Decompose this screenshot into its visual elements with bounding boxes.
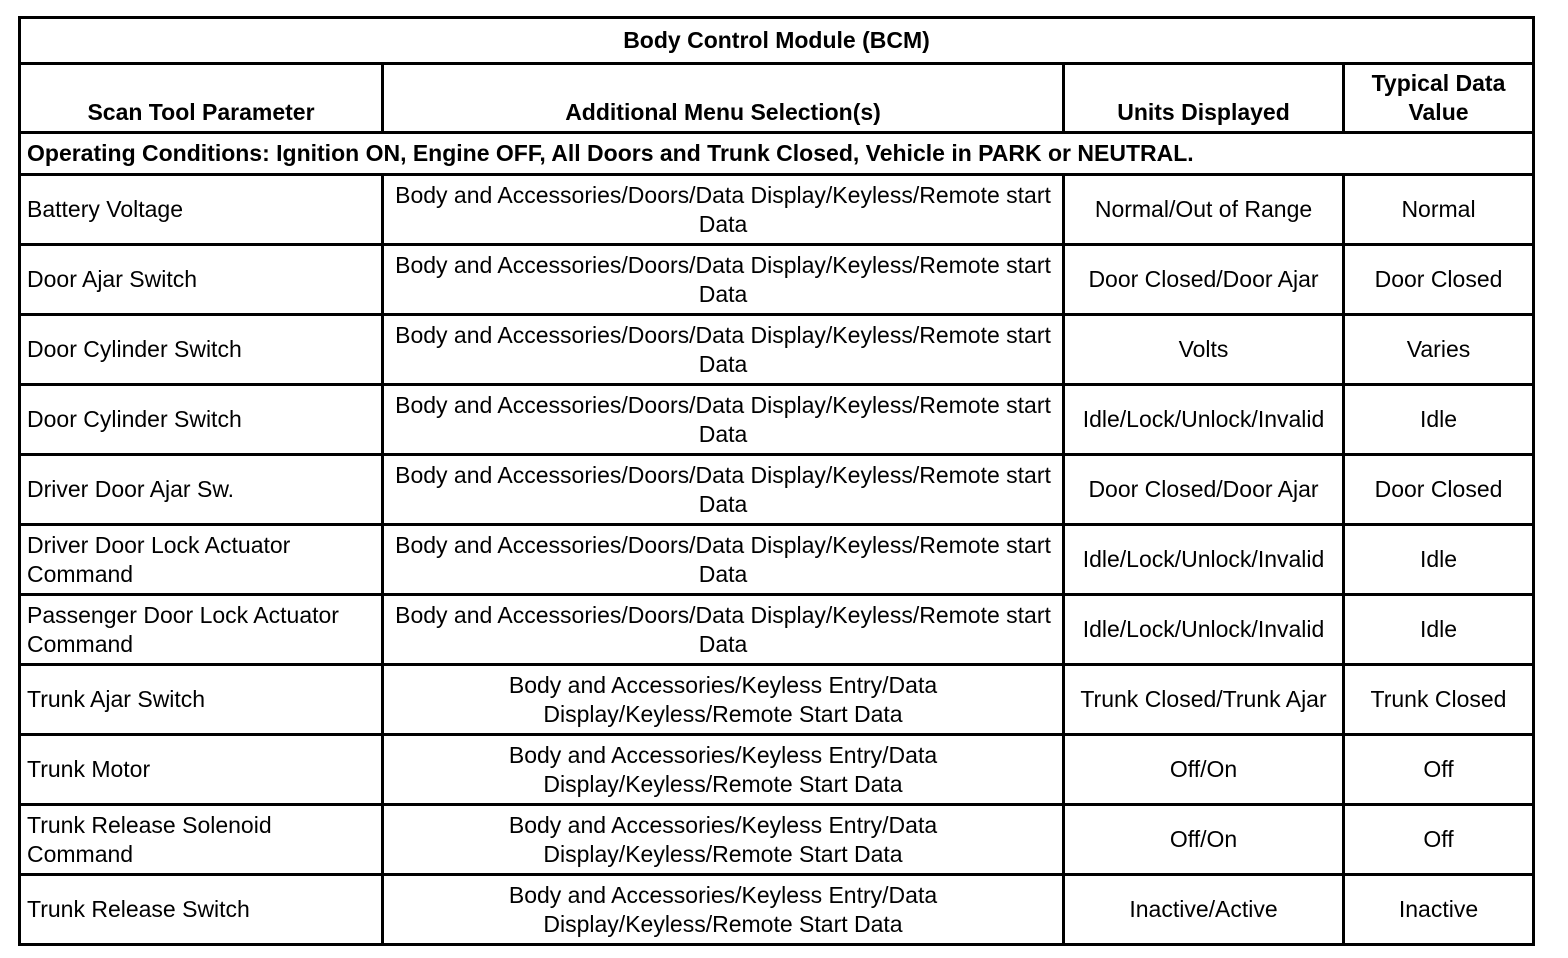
cell-menu-selection: Body and Accessories/Keyless Entry/Data Display/Keyless/Remote Start Data xyxy=(383,665,1064,735)
cell-typical-value: Idle xyxy=(1344,595,1534,665)
cell-menu-selection: Body and Accessories/Doors/Data Display/Keyless/Remote start Data xyxy=(383,175,1064,245)
cell-typical-value: Varies xyxy=(1344,315,1534,385)
cell-menu-selection: Body and Accessories/Doors/Data Display/Keyless/Remote start Data xyxy=(383,385,1064,455)
cell-units-displayed: Door Closed/Door Ajar xyxy=(1064,245,1344,315)
header-scan-tool-parameter: Scan Tool Parameter xyxy=(20,64,383,133)
cell-menu-selection: Body and Accessories/Doors/Data Display/Keyless/Remote start Data xyxy=(383,525,1064,595)
cell-typical-value: Idle xyxy=(1344,385,1534,455)
cell-typical-value: Normal xyxy=(1344,175,1534,245)
cell-parameter: Trunk Release Switch xyxy=(20,875,383,945)
cell-units-displayed: Off/On xyxy=(1064,735,1344,805)
table-row xyxy=(20,735,1534,805)
cell-parameter: Trunk Release Solenoid Command xyxy=(20,805,383,875)
cell-typical-value: Door Closed xyxy=(1344,455,1534,525)
table-title: Body Control Module (BCM) xyxy=(20,18,1534,64)
table-row xyxy=(20,385,1534,455)
cell-parameter: Trunk Motor xyxy=(20,735,383,805)
cell-parameter: Passenger Door Lock Actuator Command xyxy=(20,595,383,665)
cell-parameter: Door Cylinder Switch xyxy=(20,315,383,385)
header-typical-data-value: Typical Data Value xyxy=(1344,64,1534,133)
cell-parameter: Driver Door Ajar Sw. xyxy=(20,455,383,525)
cell-typical-value: Door Closed xyxy=(1344,245,1534,315)
bcm-data-table xyxy=(18,16,1535,946)
cell-menu-selection: Body and Accessories/Doors/Data Display/Keyless/Remote start Data xyxy=(383,245,1064,315)
cell-parameter: Door Ajar Switch xyxy=(20,245,383,315)
table-body xyxy=(20,133,1534,945)
cell-units-displayed: Idle/Lock/Unlock/Invalid xyxy=(1064,525,1344,595)
table-row xyxy=(20,875,1534,945)
cell-typical-value: Idle xyxy=(1344,525,1534,595)
operating-conditions-row xyxy=(20,133,1534,175)
table-row xyxy=(20,665,1534,735)
cell-typical-value: Off xyxy=(1344,805,1534,875)
cell-units-displayed: Off/On xyxy=(1064,805,1344,875)
table-row xyxy=(20,595,1534,665)
cell-units-displayed: Idle/Lock/Unlock/Invalid xyxy=(1064,595,1344,665)
cell-parameter: Door Cylinder Switch xyxy=(20,385,383,455)
cell-menu-selection: Body and Accessories/Keyless Entry/Data Display/Keyless/Remote Start Data xyxy=(383,805,1064,875)
cell-units-displayed: Trunk Closed/Trunk Ajar xyxy=(1064,665,1344,735)
cell-parameter: Battery Voltage xyxy=(20,175,383,245)
cell-typical-value: Trunk Closed xyxy=(1344,665,1534,735)
cell-typical-value: Off xyxy=(1344,735,1534,805)
cell-units-displayed: Idle/Lock/Unlock/Invalid xyxy=(1064,385,1344,455)
table-header-row xyxy=(20,64,1534,133)
table-row xyxy=(20,525,1534,595)
table-row xyxy=(20,805,1534,875)
header-units-displayed: Units Displayed xyxy=(1064,64,1344,133)
cell-units-displayed: Volts xyxy=(1064,315,1344,385)
table-row xyxy=(20,175,1534,245)
cell-parameter: Trunk Ajar Switch xyxy=(20,665,383,735)
cell-menu-selection: Body and Accessories/Doors/Data Display/Keyless/Remote start Data xyxy=(383,455,1064,525)
cell-units-displayed: Door Closed/Door Ajar xyxy=(1064,455,1344,525)
table-row xyxy=(20,245,1534,315)
table-row xyxy=(20,455,1534,525)
cell-menu-selection: Body and Accessories/Keyless Entry/Data Display/Keyless/Remote Start Data xyxy=(383,735,1064,805)
cell-units-displayed: Inactive/Active xyxy=(1064,875,1344,945)
cell-menu-selection: Body and Accessories/Doors/Data Display/Keyless/Remote start Data xyxy=(383,315,1064,385)
table-title-row xyxy=(20,18,1534,64)
cell-parameter: Driver Door Lock Actuator Command xyxy=(20,525,383,595)
cell-typical-value: Inactive xyxy=(1344,875,1534,945)
cell-menu-selection: Body and Accessories/Keyless Entry/Data Display/Keyless/Remote Start Data xyxy=(383,875,1064,945)
cell-units-displayed: Normal/Out of Range xyxy=(1064,175,1344,245)
operating-conditions: Operating Conditions: Ignition ON, Engine OFF, All Doors and Trunk Closed, Vehicle in PARK or NEUTRAL. xyxy=(20,133,1534,175)
header-additional-menu-selections: Additional Menu Selection(s) xyxy=(383,64,1064,133)
table-row xyxy=(20,315,1534,385)
cell-menu-selection: Body and Accessories/Doors/Data Display/Keyless/Remote start Data xyxy=(383,595,1064,665)
